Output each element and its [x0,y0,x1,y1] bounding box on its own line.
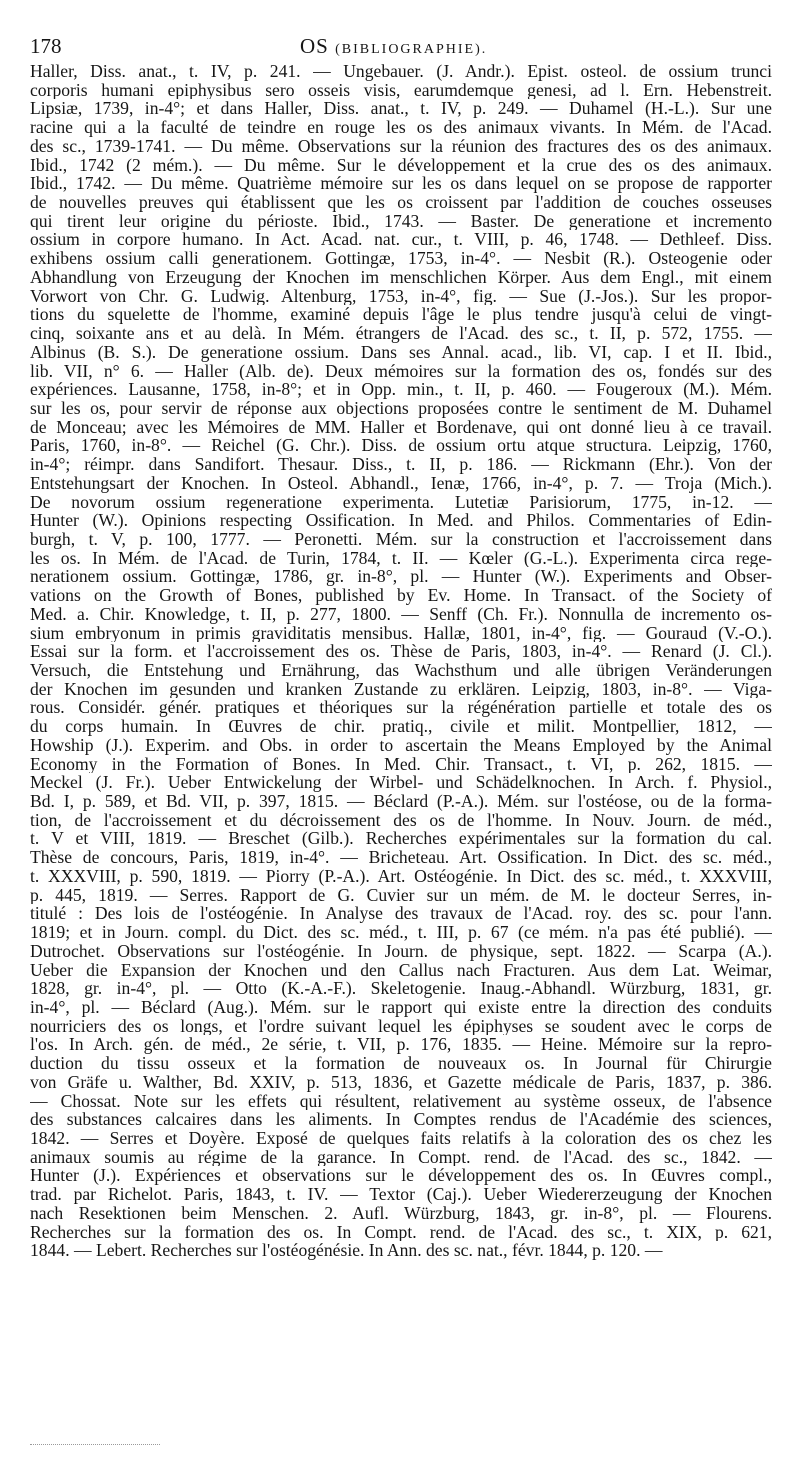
text-line: qui tirent leur origine du périoste. Ibid., 1743. — Baster. De generatione et incremento [30,211,772,231]
text-line: ossium in corpore humano. In Act. Acad. nat. cur., t. VIII, p. 46, 1748. — Dethleef. Diss. [30,230,772,250]
text-line: De novorum ossium regeneratione experimenta. Lutetiæ Parisiorum, 1775, in-12. — [30,492,772,512]
footer-rule [30,1444,160,1445]
text-line: Recherches sur la formation des os. In Compt. rend. de l'Acad. des sc., t. XIX, p. 621, [30,1222,772,1242]
text-line: von Gräfe u. Walther, Bd. XXIV, p. 513, 1836, et Gazette médicale de Paris, 1837, p. 386. [30,1072,772,1092]
text-line: sium embryonum in primis graviditatis mensibus. Hallæ, 1801, in-4°, fig. — Gouraud (V.-O.). [30,623,772,643]
running-head [300,34,487,62]
text-line: expériences. Lausanne, 1758, in-8°; et in Opp. min., t. II, p. 460. — Fougeroux (M.). Mém. [30,380,772,399]
text-line: animaux soumis au régime de la garance. In Compt. rend. de l'Acad. des sc., 1842. — [30,1147,772,1167]
text-line: Howship (J.). Experim. and Obs. in order to ascertain the Means Employed by the Animal [30,735,772,755]
text-line: tion, de l'accroissement et du décroissement des os de l'homme. In Nouv. Journ. de méd., [30,810,772,830]
text-line: Dutrochet. Observations sur l'ostéogénie. In Journ. de physique, sept. 1822. — Scarpa (A.). [30,941,772,961]
text-line: nach Resektionen beim Menschen. 2. Aufl. Würzburg, 1843, gr. in-8°, pl. — Flourens. [30,1203,772,1223]
text-line: lib. VII, n° 6. — Haller (Alb. de). Deux mémoires sur la formation des os, fondés sur des [30,361,772,381]
text-line: t. V et VIII, 1819. — Breschet (Gilb.). Recherches expérimentales sur la formation du cal. [30,829,772,849]
text-line: tions du squelette de l'homme, examiné depuis l'âge le plus tendre jusqu'à celui de vingt- [30,305,772,325]
text-line: de nouvelles preuves qui établissent que les os croissent par l'addition de couches osseuses [30,193,772,212]
text-line: corporis humani epiphysibus sero osseis visis, earumdemque genesi, ad l. Ern. Hebenstreit. [30,80,772,100]
text-line: Hunter (J.). Expériences et observations sur le développement des os. In Œuvres compl., [30,1166,772,1186]
text-line: sur les os, pour servir de réponse aux objections proposées contre le sentiment de M. Duhamel [30,398,772,418]
text-line: Bd. I, p. 589, et Bd. VII, p. 397, 1815. — Béclard (P.-A.). Mém. sur l'ostéose, ou de la forma- [30,792,772,811]
text-line: du corps humain. In Œuvres de chir. pratiq., civile et milit. Montpellier, 1812, — [30,717,772,736]
text-line: exhibens ossium calli generationem. Gottingæ, 1753, in-4°. — Nesbit (R.). Osteogenie oder [30,249,772,268]
page-header [30,34,772,60]
text-line: de Monceau; avec les Mémoires de MM. Haller et Bordenave, qui ont donné lieu à ce travail. [30,417,772,437]
text-line: Economy in the Formation of Bones. In Med. Chir. Transact., t. VI, p. 262, 1815. — [30,754,772,774]
text-line: der Knochen im gesunden und kranken Zustande zu erklären. Leipzig, 1803, in-8°. — Viga- [30,679,772,699]
running-head-main: OS [300,34,329,58]
text-line: cinq, soixante ans et au delà. In Mém. étrangers de l'Acad. des sc., t. II, p. 572, 1755. — [30,324,772,343]
text-line: titulé : Des lois de l'ostéogénie. In Analyse des travaux de l'Acad. roy. des sc. pour l'ann. [30,904,772,924]
text-line: duction du tissu osseux et la formation de nouveaux os. In Journal für Chirurgie [30,1054,772,1073]
text-line: in-4°; réimpr. dans Sandifort. Thesaur. Diss., t. II, p. 186. — Rickmann (Ehr.). Von der [30,455,772,474]
text-line: Med. a. Chir. Knowledge, t. II, p. 277, 1800. — Senff (Ch. Fr.). Nonnulla de incremento os- [30,604,772,624]
text-line: Ueber die Expansion der Knochen und den Callus nach Fracturen. Aus dem Lat. Weimar, [30,960,772,980]
text-line: des substances calcaires dans les aliments. In Comptes rendus de l'Académie des sciences, [30,1110,772,1129]
text-line: vations on the Growth of Bones, published by Ev. Home. In Transact. of the Society of [30,586,772,605]
text-line: Essai sur la form. et l'accroissement des os. Thèse de Paris, 1803, in-4°. — Renard (J. Cl.). [30,642,772,661]
text-line: 1844. — Lebert. Recherches sur l'ostéogénésie. In Ann. des sc. nat., févr. 1844, p. 120. — [30,1241,663,1260]
text-line: t. XXXVIII, p. 590, 1819. — Piorry (P.-A.). Art. Ostéogénie. In Dict. des sc. méd., t. XXXVIII, [30,866,772,886]
text-line: Thèse de concours, Paris, 1819, in-4°. — Bricheteau. Art. Ossification. In Dict. des sc. méd., [30,848,772,867]
text-line: Abhandlung von Erzeugung der Knochen im menschlichen Körper. Aus dem Engl., mit einem [30,267,772,287]
text-line: rous. Considér. génér. pratiques et théoriques sur la régénération partielle et totale des os [30,698,772,718]
text-line: Versuch, die Entstehung und Ernährung, das Wachsthum und alle übrigen Veränderungen [30,661,772,680]
text-line: in-4°, pl. — Béclard (Aug.). Mém. sur le rapport qui existe entre la direction des conduits [30,997,772,1017]
text-line: l'os. In Arch. gén. de méd., 2e série, t. VII, p. 176, 1835. — Heine. Mémoire sur la repro- [30,1035,772,1055]
running-head-sub: (BIBLIOGRAPHIE). [335,42,488,57]
text-line: 1828, gr. in-4°, pl. — Otto (K.-A.-F.). Skeletogenie. Inaug.-Abhandl. Würzburg, 1831, gr. [30,979,772,998]
text-line: des sc., 1739-1741. — Du même. Observations sur la réunion des fractures des os des animaux. [30,136,772,156]
page-number: 178 [30,34,62,58]
text-line: nerationem ossium. Gottingæ, 1786, gr. in-8°, pl. — Hunter (W.). Experiments and Obser- [30,567,772,587]
text-line: p. 445, 1819. — Serres. Rapport de G. Cuvier sur un mém. de M. le docteur Serres, in- [30,885,772,905]
text-line: trad. par Richelot. Paris, 1843, t. IV. — Textor (Caj.). Ueber Wiedererzeugung der Knochen [30,1185,772,1204]
text-line: burgh, t. V, p. 100, 1777. — Peronetti. Mém. sur la construction et l'accroissement dans [30,529,772,549]
text-line: Hunter (W.). Opinions respecting Ossification. In Med. and Philos. Commentaries of Edin- [30,511,772,530]
text-line: les os. In Mém. de l'Acad. de Turin, 1784, t. II. — Kœler (G.-L.). Experimenta circa rege- [30,548,772,568]
text-line: Vorwort von Chr. G. Ludwig. Altenburg, 1753, in-4°, fig. — Sue (J.-Jos.). Sur les propor- [30,286,772,306]
bibliography-text [30,62,772,1260]
text-line: Albinus (B. S.). De generatione ossium. Dans ses Annal. acad., lib. VI, cap. I et II. Ibid., [30,342,772,362]
text-line: racine qui a la faculté de teindre en rouge les os des animaux vivants. In Mém. de l'Acad. [30,118,772,137]
text-line: Lipsiæ, 1739, in-4°; et dans Haller, Diss. anat., t. IV, p. 249. — Duhamel (H.-L.). Sur une [30,99,772,119]
text-line: 1819; et in Journ. compl. du Dict. des sc. méd., t. III, p. 67 (ce mém. n'a pas été publié). — [30,923,772,942]
text-line: 1842. — Serres et Doyère. Exposé de quelques faits relatifs à la coloration des os chez les [30,1128,772,1148]
text-line: Paris, 1760, in-8°. — Reichel (G. Chr.). Diss. de ossium ortu atque structura. Leipzig, 1760, [30,436,772,456]
text-line: Ibid., 1742. — Du même. Quatrième mémoire sur les os dans lequel on se propose de rapporter [30,174,772,194]
text-line: Entstehungsart der Knochen. In Osteol. Abhandl., Ienæ, 1766, in-4°, p. 7. — Troja (Mich.). [30,473,772,493]
text-line: Haller, Diss. anat., t. IV, p. 241. — Ungebauer. (J. Andr.). Epist. osteol. de ossium trunci [30,62,772,81]
text-line: Meckel (J. Fr.). Ueber Entwickelung der Wirbel- und Schädelknochen. In Arch. f. Physiol., [30,773,772,793]
text-line: Ibid., 1742 (2 mém.). — Du même. Sur le développement et la crue des os des animaux. [30,155,772,175]
text-line: — Chossat. Note sur les effets qui résultent, relativement au système osseux, de l'absence [30,1091,772,1111]
text-line: nourriciers des os longs, et l'ordre suivant lequel les épiphyses se soudent avec le corps de [30,1016,772,1036]
